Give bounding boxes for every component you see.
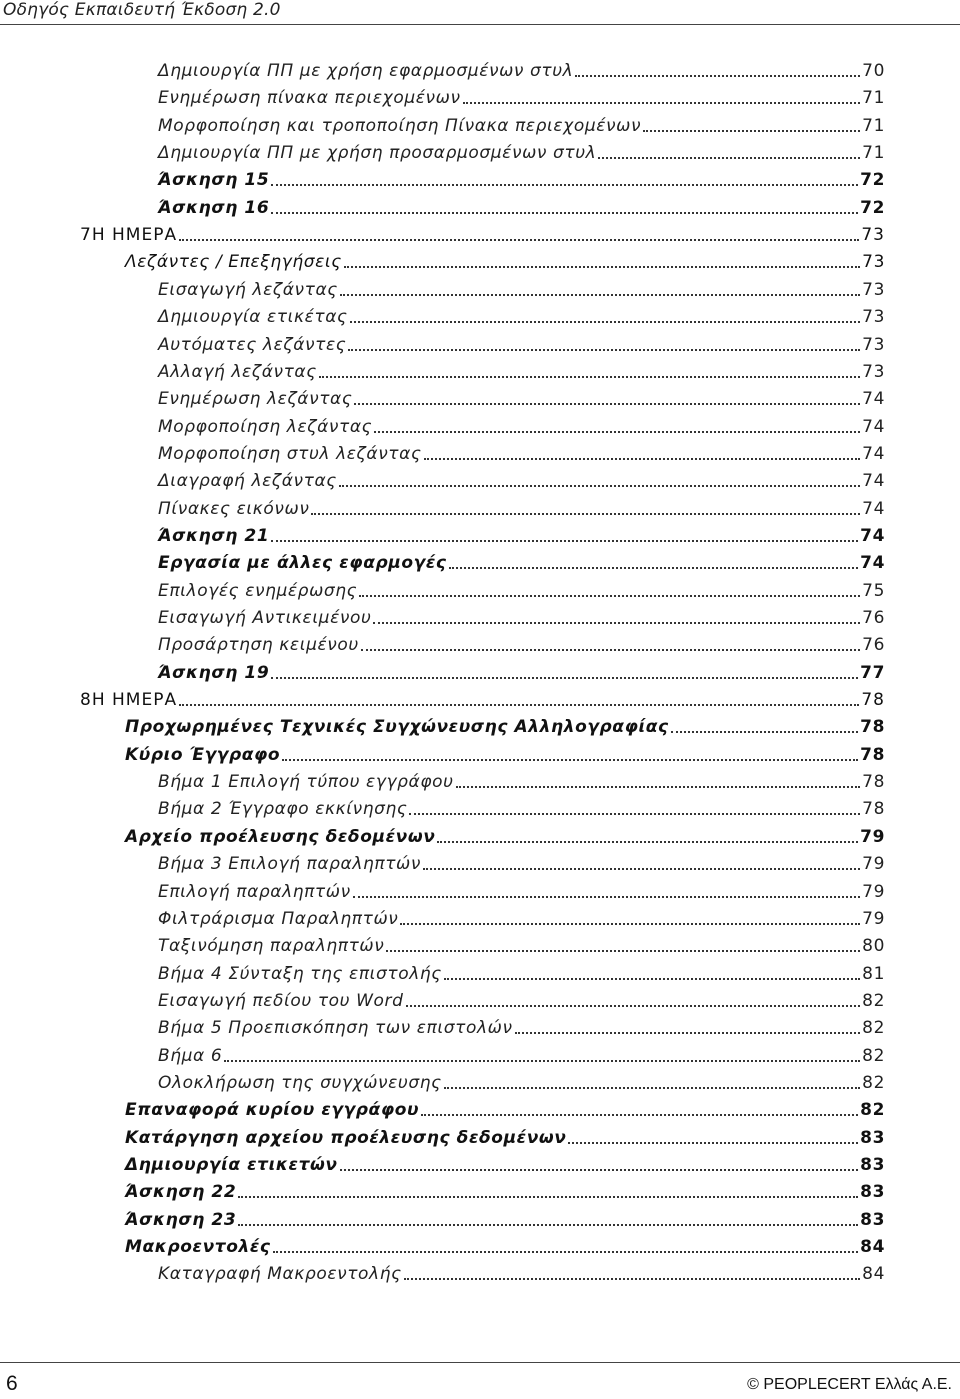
running-header: Οδηγός Εκπαιδευτή Έκδοση 2.0 — [3, 0, 281, 20]
toc-entry-title: Εισαγωγή λεζάντας — [158, 279, 338, 300]
toc-entry-title: Άσκηση 23 — [125, 1209, 237, 1230]
toc-entry[interactable] — [158, 520, 885, 546]
toc-dot-leader — [424, 458, 861, 460]
toc-dot-leader — [271, 212, 858, 214]
toc-page-number: 74 — [860, 553, 885, 574]
toc-entry-title: Δημιουργία ετικέτας — [158, 307, 348, 328]
toc-page-number: 79 — [862, 881, 885, 902]
toc-entry[interactable] — [158, 766, 885, 792]
toc-entry-title: Επαναφορά κυρίου εγγράφου — [125, 1100, 420, 1121]
toc-entry-title: Μορφοποίηση στυλ λεζάντας — [158, 443, 422, 464]
toc-page-number: 74 — [862, 389, 885, 410]
toc-dot-leader — [421, 1114, 858, 1116]
toc-entry[interactable] — [125, 1231, 885, 1257]
toc-entry-title: Αλλαγή λεζάντας — [158, 361, 317, 382]
toc-entry[interactable] — [158, 192, 885, 218]
toc-page-number: 74 — [862, 498, 885, 519]
toc-dot-leader — [179, 239, 859, 241]
toc-entry[interactable] — [125, 711, 885, 737]
toc-dot-leader — [409, 813, 860, 815]
toc-entry-title: Διαγραφή λεζάντας — [158, 471, 337, 492]
toc-page-number: 82 — [862, 1072, 885, 1093]
toc-entry[interactable] — [158, 958, 885, 984]
toc-entry-title: Βήμα 1 Επιλογή τύπου εγγράφου — [158, 772, 454, 793]
toc-dot-leader — [271, 677, 858, 679]
toc-page-number: 84 — [862, 1264, 885, 1285]
toc-page-number: 72 — [860, 197, 885, 218]
toc-page-number: 77 — [860, 662, 885, 683]
toc-dot-leader — [340, 1169, 859, 1171]
toc-entry[interactable] — [158, 575, 885, 601]
toc-page-number: 74 — [862, 443, 885, 464]
toc-entry[interactable] — [158, 876, 885, 902]
toc-page-number: 73 — [862, 307, 885, 328]
toc-entry-title: Βήμα 3 Επιλογή παραληπτών — [158, 854, 421, 875]
toc-entry[interactable] — [158, 1258, 885, 1284]
toc-dot-leader — [643, 130, 860, 132]
toc-dot-leader — [348, 349, 860, 351]
toc-dot-leader — [463, 102, 861, 104]
toc-entry-title: Αυτόματες λεζάντες — [158, 334, 347, 355]
toc-page-number: 79 — [862, 908, 885, 929]
toc-entry[interactable] — [158, 493, 885, 519]
toc-dot-leader — [319, 376, 860, 378]
toc-dot-leader — [568, 1142, 858, 1144]
toc-dot-leader — [444, 978, 860, 980]
toc-dot-leader — [359, 595, 860, 597]
toc-page-number: 82 — [862, 990, 885, 1011]
toc-dot-leader — [671, 731, 858, 733]
toc-entry[interactable] — [125, 739, 885, 765]
toc-page-number: 78 — [861, 690, 885, 711]
toc-entry-title: Κύριο Έγγραφο — [125, 744, 281, 765]
toc-entry-title: Εισαγωγή πεδίου του Word — [158, 990, 404, 1011]
toc-page-number: 73 — [862, 361, 885, 382]
toc-entry-title: Βήμα 2 Έγγραφο εκκίνησης — [158, 799, 408, 820]
toc-entry[interactable] — [158, 1012, 885, 1038]
toc-page-number: 82 — [860, 1100, 885, 1121]
toc-entry[interactable] — [125, 1176, 885, 1202]
toc-entry-title: Μακροεντολές — [125, 1237, 271, 1258]
toc-page-number: 82 — [862, 1018, 885, 1039]
toc-page-number: 73 — [862, 252, 885, 273]
toc-page-number: 74 — [860, 525, 885, 546]
toc-entry-title: Ολοκλήρωση της συγχώνευσης — [158, 1072, 442, 1093]
toc-entry[interactable] — [158, 465, 885, 491]
toc-entry-title: Προσάρτηση κειμένου — [158, 635, 359, 656]
toc-dot-leader — [404, 1278, 860, 1280]
toc-page-number: 74 — [862, 471, 885, 492]
toc-entry[interactable] — [158, 1067, 885, 1093]
toc-entry[interactable] — [158, 1040, 885, 1066]
toc-entry[interactable] — [158, 547, 885, 573]
toc-dot-leader — [344, 266, 860, 268]
toc-entry[interactable] — [158, 301, 885, 327]
toc-page-number: 70 — [862, 61, 885, 81]
toc-entry[interactable] — [125, 1204, 885, 1230]
toc-dot-leader — [354, 403, 860, 405]
toc-entry-title: Καταγραφή Μακροεντολής — [158, 1264, 402, 1285]
toc-entry-title: Άσκηση 22 — [125, 1182, 237, 1203]
toc-page-number: 78 — [862, 772, 885, 793]
toc-entry-title: Άσκηση 19 — [158, 662, 270, 683]
toc-entry-title: Κατάργηση αρχείου προέλευσης δεδομένων — [125, 1127, 567, 1148]
toc-page-number: 79 — [860, 826, 885, 847]
toc-entry[interactable] — [125, 246, 885, 272]
toc-dot-leader — [238, 1224, 858, 1226]
toc-entry[interactable] — [125, 1149, 885, 1175]
toc-page-number: 83 — [860, 1182, 885, 1203]
toc-entry-title: Πίνακες εικόνων — [158, 498, 310, 519]
toc-page-number: 71 — [862, 88, 885, 109]
toc-dot-leader — [456, 786, 861, 788]
toc-entry[interactable] — [158, 356, 885, 382]
toc-dot-leader — [437, 841, 858, 843]
toc-entry[interactable] — [158, 602, 885, 628]
toc-dot-leader — [353, 896, 860, 898]
toc-entry-title: Εργασία με άλλες εφαρμογές — [158, 553, 447, 574]
toc-page-number: 83 — [860, 1155, 885, 1175]
toc-page-number: 75 — [862, 580, 885, 601]
toc-dot-leader — [271, 540, 858, 542]
toc-page-number: 84 — [860, 1237, 885, 1258]
toc-dot-leader — [282, 759, 858, 761]
toc-dot-leader — [273, 1251, 859, 1253]
toc-entry[interactable] — [158, 383, 885, 409]
footer-rule — [0, 1362, 960, 1363]
toc-entry[interactable] — [158, 438, 885, 464]
toc-entry-title: Προχωρημένες Τεχνικές Συγχώνευσης Αλληλογραφίας — [125, 717, 669, 738]
toc-entry[interactable] — [158, 657, 885, 683]
toc-entry-title: Δημιουργία ετικετών — [125, 1155, 338, 1175]
toc-entry-title: Βήμα 5 Προεπισκόπηση των επιστολών — [158, 1018, 513, 1039]
toc-entry-title: Εισαγωγή Αντικειμένου — [158, 608, 372, 628]
toc-entry-title: Βήμα 4 Σύνταξη της επιστολής — [158, 963, 442, 984]
toc-dot-leader — [515, 1032, 861, 1034]
toc-page-number: 78 — [860, 717, 885, 738]
toc-dot-leader — [340, 294, 860, 296]
toc-dot-leader — [179, 704, 859, 706]
toc-entry[interactable] — [158, 411, 885, 437]
toc-dot-leader — [350, 321, 861, 323]
toc-entry-title: Μορφοποίηση και τροποποίηση Πίνακα περιεχομένων — [158, 115, 642, 136]
copyright-notice: © PEOPLECERT Ελλάς Α.Ε. — [747, 1376, 952, 1393]
toc-dot-leader — [361, 649, 860, 651]
toc-dot-leader — [575, 75, 860, 77]
toc-entry-title: Άσκηση 16 — [158, 197, 270, 218]
toc-entry-title: 8Η ΗΜΕΡΑ — [80, 690, 178, 711]
toc-page-number: 83 — [860, 1209, 885, 1230]
toc-dot-leader — [238, 1196, 858, 1198]
toc-page-number: 71 — [862, 143, 885, 164]
toc-page-number: 81 — [862, 963, 885, 984]
toc-entry[interactable] — [125, 1094, 885, 1120]
toc-page-number: 78 — [860, 744, 885, 765]
toc-dot-leader — [449, 567, 859, 569]
toc-dot-leader — [373, 622, 860, 624]
toc-entry-title: Αρχείο προέλευσης δεδομένων — [125, 826, 436, 847]
toc-entry-title: Άσκηση 15 — [158, 170, 270, 191]
toc-page-number: 73 — [862, 334, 885, 355]
toc-dot-leader — [423, 868, 860, 870]
toc-entry[interactable] — [158, 55, 885, 81]
toc-day-heading[interactable] — [80, 684, 885, 710]
toc-page-number: 74 — [862, 416, 885, 437]
toc-page-number: 76 — [862, 608, 885, 628]
toc-entry-title: Λεζάντες / Επεξηγήσεις — [125, 252, 342, 273]
toc-dot-leader — [339, 485, 860, 487]
toc-dot-leader — [444, 1087, 860, 1089]
toc-entry[interactable] — [158, 82, 885, 108]
toc-dot-leader — [386, 950, 860, 952]
toc-dot-leader — [400, 923, 860, 925]
toc-page-number: 73 — [862, 279, 885, 300]
toc-entry[interactable] — [125, 821, 885, 847]
toc-entry[interactable] — [158, 985, 885, 1011]
toc-entry-title: 7Η ΗΜΕΡΑ — [80, 225, 178, 246]
toc-entry-title: Επιλογές ενημέρωσης — [158, 580, 358, 601]
toc-entry[interactable] — [158, 164, 885, 190]
toc-page-number: 72 — [860, 170, 885, 191]
toc-page-number: 80 — [862, 936, 885, 957]
toc-entry[interactable] — [158, 329, 885, 355]
toc-entry-title: Ενημέρωση πίνακα περιεχομένων — [158, 88, 461, 109]
toc-page-number: 83 — [860, 1127, 885, 1148]
toc-entry-title: Δημιουργία ΠΠ με χρήση προσαρμοσμένων στυλ — [158, 143, 597, 164]
toc-page-number: 79 — [862, 854, 885, 875]
toc-entry[interactable] — [158, 274, 885, 300]
toc-entry[interactable] — [158, 930, 885, 956]
header-rule — [0, 24, 960, 25]
toc-page-number: 73 — [861, 225, 885, 246]
toc-entry[interactable] — [158, 110, 885, 136]
toc-dot-leader — [224, 1060, 860, 1062]
toc-page-number: 78 — [862, 799, 885, 820]
toc-page-number: 76 — [862, 635, 885, 656]
toc-entry-title: Άσκηση 21 — [158, 525, 270, 546]
toc-dot-leader — [598, 157, 860, 159]
toc-entry[interactable] — [158, 629, 885, 655]
toc-entry-title: Επιλογή παραληπτών — [158, 881, 351, 902]
toc-page-number: 71 — [862, 115, 885, 136]
toc-entry[interactable] — [158, 793, 885, 819]
toc-entry-title: Ενημέρωση λεζάντας — [158, 389, 353, 410]
toc-dot-leader — [311, 513, 860, 515]
toc-entry[interactable] — [158, 903, 885, 929]
toc-entry-title: Μορφοποίηση λεζάντας — [158, 416, 373, 437]
toc-entry-title: Ταξινόμηση παραληπτών — [158, 936, 385, 957]
toc-entry[interactable] — [158, 848, 885, 874]
toc-dot-leader — [406, 1005, 861, 1007]
page-number: 6 — [6, 1372, 18, 1395]
toc-entry-title: Φιλτράρισμα Παραληπτών — [158, 908, 399, 929]
toc-entry-title: Δημιουργία ΠΠ με χρήση εφαρμοσμένων στυλ — [158, 61, 574, 81]
toc-entry[interactable] — [125, 1122, 885, 1148]
toc-day-heading[interactable] — [80, 219, 885, 245]
toc-page-number: 82 — [862, 1045, 885, 1066]
toc-entry-title: Βήμα 6 — [158, 1045, 223, 1066]
toc-dot-leader — [374, 431, 860, 433]
toc-dot-leader — [271, 184, 858, 186]
toc-entry[interactable] — [158, 137, 885, 163]
